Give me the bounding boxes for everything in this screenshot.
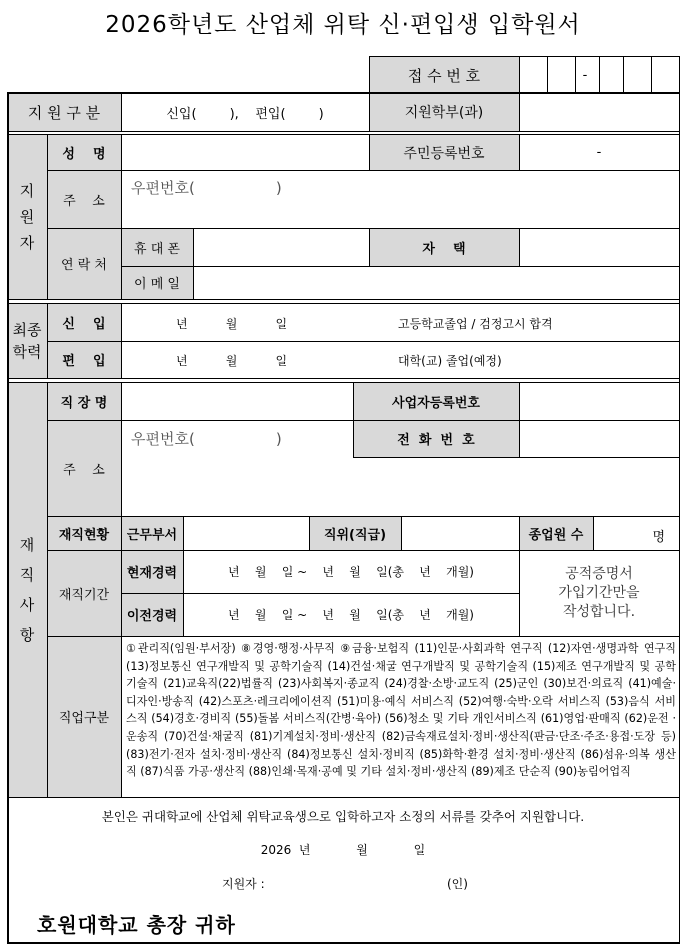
address-label-cell — [47, 170, 121, 228]
table-rule — [47, 228, 680, 229]
table-rule — [121, 134, 122, 299]
table-rule — [353, 382, 354, 457]
transfer-date: 년 월 일 — [176, 354, 288, 368]
jobtype-label-cell — [47, 636, 121, 797]
department-label-cell — [369, 93, 519, 131]
email-label: 이 메 일 — [134, 277, 180, 292]
table-rule — [7, 299, 680, 300]
table-rule — [121, 93, 122, 131]
position-label-cell — [309, 516, 401, 550]
table-rule — [369, 134, 370, 170]
declaration-statement: 본인은 귀대학교에 산업체 위탁교육생으로 입학하고자 소정의 서류를 갖추어 지원합니다. — [101, 809, 585, 824]
transfer-label: 편 입 — [62, 354, 106, 369]
table-rule — [679, 56, 680, 93]
contact-label: 연 락 처 — [61, 258, 107, 273]
table-rule — [7, 134, 680, 135]
new-entry-label-cell — [47, 304, 121, 341]
work-dept-field[interactable] — [183, 516, 309, 550]
table-rule — [47, 303, 48, 378]
table-rule — [575, 56, 576, 93]
current-career-field[interactable] — [183, 550, 519, 593]
table-rule — [121, 382, 122, 797]
table-rule — [7, 92, 9, 943]
previous-career-period: 년 월 일 ~ 년 월 일(총 년 개월) — [228, 608, 474, 622]
mobile-field[interactable] — [193, 228, 369, 266]
table-rule — [679, 92, 680, 943]
table-rule — [7, 942, 680, 944]
new-entry-date: 년 월 일 — [176, 317, 288, 331]
position-field[interactable] — [401, 516, 519, 550]
rrn-field[interactable] — [519, 135, 679, 170]
position-label: 직위(직급) — [323, 527, 387, 543]
bizno-field[interactable] — [519, 383, 679, 420]
previous-career-label: 이전경력 — [126, 609, 178, 624]
table-rule — [519, 228, 520, 266]
table-rule — [47, 420, 680, 421]
applicant-signature-label: 지원자 : — [222, 877, 265, 891]
new-entry-field[interactable] — [121, 304, 679, 341]
status-label: 재직현황 — [58, 527, 110, 543]
table-rule — [547, 56, 548, 93]
applicant-address-field[interactable] — [121, 170, 679, 228]
application-type-label-cell — [7, 93, 121, 131]
jobtype-label: 직업구분 — [58, 711, 110, 726]
current-career-label-cell — [121, 550, 183, 593]
table-rule — [47, 382, 48, 797]
table-rule — [7, 797, 680, 798]
table-rule — [7, 378, 680, 379]
jobtype-text: ①관리직(임원·부서장) ⑧경영·행정·사무직 ⑨금융·보험직 (11)인문·사회과학 연구직 (12)자연·생명과학 연구직 (13)정보통신 연구개발직 및 공학기술직 (14)건설·채굴 연구개발직 및 공학기술직 (15)제조 연구개발직 및 공학기술직 (21)교육직(22)법률직 (23)사회복지·종교직 (24)경찰·소방·교도직 (25)군인 (30)보건·의료직 (41)예술·디자인·방송직 (42)스포츠·레크리에이션직 (51)미용·예식 서비스직 (52)여행·숙박·오락 서비스직 (53)음식 서비스직 (54)경호·경비직 (55)돌봄 서비스직(간병·육아) (56)청소 및 기타 개인서비스직 (61)영업·판매직 (62)운전 · 운송직 (70)건설·채굴직 (81)기계설치·정비·생산직 (82)금속재료설치·정비·생산직(판금·단조·주조·용접·도장 등) (83)전기·전자 설치·정비·생산직 (84)정보통신 설치·정비직 (85)화학·환경 설치·정비·생산직 (86)섬유·의복 생산직 (87)식품 가공·생산직 (88)인쇄·목재·공예 및 기타 설치·정비·생산직 (89)제조 단순직 (90)농림어업직 — [126, 642, 676, 779]
new-entry-label: 신 입 — [62, 317, 106, 332]
table-rule — [47, 170, 680, 171]
application-type-field[interactable]: 신입( ), 편입( ) — [166, 106, 324, 122]
application-type-label: 지 원 구 분 — [27, 103, 101, 122]
status-label-cell — [47, 516, 121, 550]
home-phone-label-cell — [369, 228, 519, 266]
table-rule — [47, 516, 680, 517]
applicant-address-label: 주 소 — [63, 193, 105, 209]
table-rule — [47, 134, 48, 299]
previous-career-label-cell — [121, 593, 183, 636]
table-rule — [369, 93, 370, 131]
previous-career-field[interactable] — [183, 593, 519, 636]
table-rule — [593, 516, 594, 550]
table-rule — [599, 56, 600, 93]
jobtype-options[interactable] — [121, 636, 679, 797]
certificate-note: 공적증명서 가입기간만을 작성합니다. — [558, 565, 640, 620]
table-rule — [47, 341, 680, 342]
table-rule — [519, 382, 520, 457]
current-career-label: 현재경력 — [126, 566, 178, 581]
education-section-label: 최종 학력 — [7, 304, 47, 378]
bizno-label: 사업자등록번호 — [392, 396, 480, 411]
company-label: 직 장 명 — [60, 396, 108, 411]
name-label-cell — [47, 135, 121, 170]
table-rule — [353, 457, 680, 458]
table-rule — [7, 382, 680, 383]
company-field[interactable] — [121, 383, 353, 420]
transfer-label-cell — [47, 341, 121, 378]
table-rule — [47, 636, 680, 637]
seal-label[interactable]: (인) — [447, 877, 468, 891]
home-phone-field[interactable] — [519, 228, 679, 266]
transfer-field[interactable] — [121, 341, 679, 378]
table-rule — [121, 593, 519, 594]
company-label-cell — [47, 383, 121, 420]
work-dept-label-cell — [121, 516, 183, 550]
rrn-dash: - — [596, 145, 602, 160]
table-rule — [121, 303, 122, 378]
mobile-label: 휴 대 폰 — [134, 241, 180, 257]
contact-label-cell — [47, 228, 121, 299]
email-label-cell — [121, 266, 193, 299]
table-rule — [7, 303, 680, 304]
declaration-box — [7, 797, 679, 943]
name-field[interactable] — [121, 135, 369, 170]
company-phone-label-cell — [353, 420, 519, 457]
mobile-label-cell — [121, 228, 193, 266]
department-label: 지원학부(과) — [404, 105, 484, 121]
table-rule — [121, 266, 680, 267]
reception-label-cell — [369, 57, 519, 93]
reception-dash: - — [582, 67, 588, 83]
table-rule — [623, 56, 624, 93]
table-rule — [47, 550, 680, 551]
bizno-label-cell — [353, 383, 519, 420]
current-career-period: 년 월 일 ~ 년 월 일(총 년 개월) — [228, 565, 474, 579]
table-rule — [193, 228, 194, 299]
table-rule — [369, 56, 370, 93]
certificate-note-cell — [519, 550, 679, 636]
new-entry-status: 고등학교졸업 / 검정고시 합격 — [398, 317, 553, 331]
table-rule — [369, 228, 370, 266]
table-rule — [369, 56, 680, 57]
company-address-label-cell — [47, 420, 121, 516]
employees-label-cell — [519, 516, 593, 550]
period-label: 재직기간 — [58, 587, 110, 603]
table-rule — [519, 93, 520, 131]
declaration-date: 2026 년 월 일 — [260, 843, 426, 857]
form-title: 2026학년도 산업체 위탁 신·편입생 입학원서 — [105, 12, 581, 38]
applicant-postcode-label: 우편번호( ) — [131, 179, 282, 197]
table-rule — [651, 56, 652, 93]
company-address-label: 주 소 — [63, 462, 105, 478]
rrn-label-cell — [369, 135, 519, 170]
email-field[interactable] — [193, 266, 679, 299]
company-postcode-label: 우편번호( ) — [131, 430, 282, 448]
table-rule — [7, 131, 680, 132]
work-dept-label: 근무부서 — [126, 527, 178, 543]
department-field[interactable] — [519, 93, 679, 131]
company-phone-label: 전 화 번 호 — [397, 433, 475, 448]
table-rule — [519, 134, 520, 170]
table-rule — [519, 56, 520, 93]
table-rule — [401, 516, 402, 550]
rrn-label: 주민등록번호 — [403, 145, 485, 162]
employees-label: 종업원 수 — [528, 527, 584, 543]
reception-label: 접 수 번 호 — [407, 66, 481, 85]
table-rule — [309, 516, 310, 550]
table-rule — [7, 92, 680, 94]
addressee: 호원대학교 총장 귀하 — [37, 913, 236, 937]
employees-unit: 명 — [652, 530, 665, 545]
employment-section-label: 재 직 사 항 — [7, 383, 47, 797]
applicant-section-label: 지 원 자 — [7, 135, 47, 299]
employees-field[interactable] — [593, 516, 679, 550]
name-label: 성 명 — [62, 147, 106, 162]
home-phone-label: 자 택 — [422, 241, 466, 257]
period-label-cell — [47, 550, 121, 636]
transfer-status: 대학(교) 졸업(예정) — [398, 354, 502, 368]
table-rule — [519, 516, 520, 636]
table-rule — [183, 516, 184, 636]
